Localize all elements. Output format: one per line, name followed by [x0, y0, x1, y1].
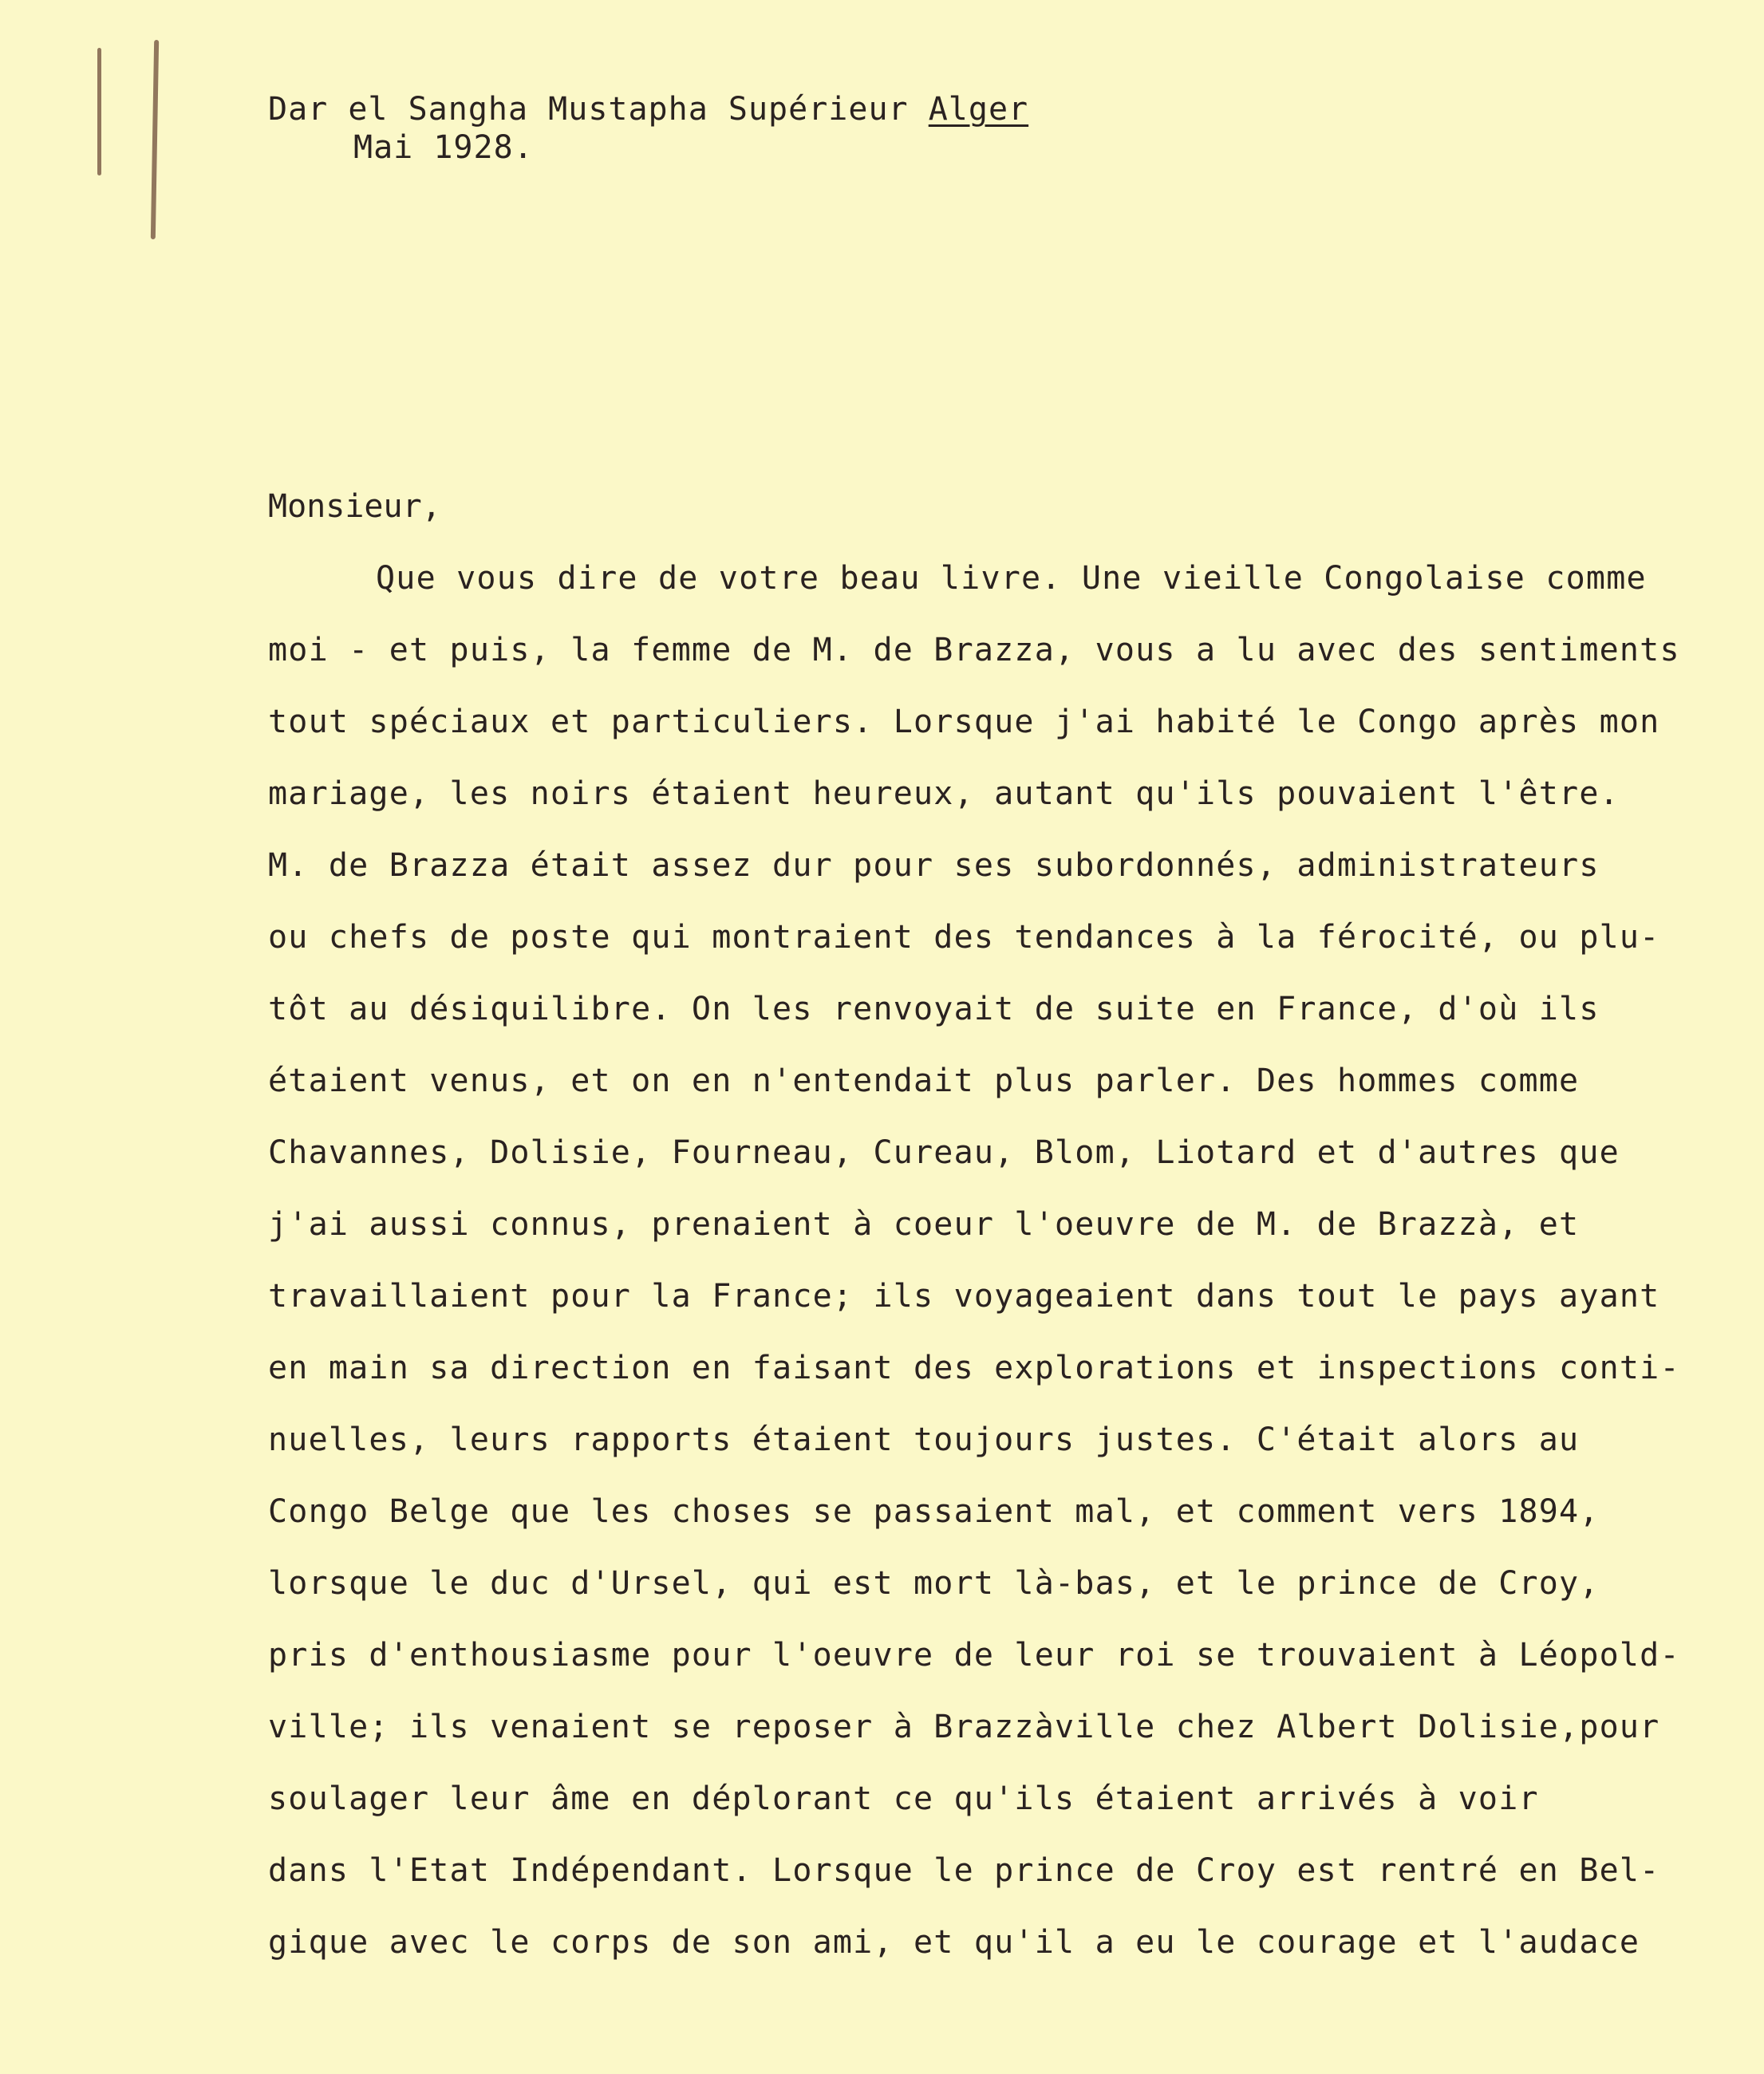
- body-line: j'ai aussi connus, prenaient à coeur l'oeuvre de M. de Brazzà, et: [268, 1206, 1580, 1243]
- salutation: Monsieur,: [268, 488, 441, 525]
- place-text: Dar el Sangha Mustapha Supérieur: [268, 91, 929, 128]
- body-line: moi - et puis, la femme de M. de Brazza, vous a lu avec des sentiments: [268, 632, 1680, 668]
- body-line: Que vous dire de votre beau livre. Une vieille Congolaise comme: [376, 560, 1647, 597]
- letter-body: [268, 558, 1744, 1994]
- body-line: étaient venus, et on en n'entendait plus parler. Des hommes comme: [268, 1063, 1580, 1099]
- body-line: Chavannes, Dolisie, Fourneau, Cureau, Blom, Liotard et d'autres que: [268, 1134, 1620, 1171]
- place-city: Alger: [928, 91, 1029, 128]
- body-line: en main sa direction en faisant des explorations et inspections conti-: [268, 1350, 1680, 1386]
- body-line: lorsque le duc d'Ursel, qui est mort là-bas, et le prince de Croy,: [268, 1565, 1600, 1602]
- body-line: gique avec le corps de son ami, et qu'il a eu le courage et l'audace: [268, 1924, 1640, 1961]
- body-line: travaillaient pour la France; ils voyageaient dans tout le pays ayant: [268, 1278, 1660, 1315]
- body-line: tôt au désiquilibre. On les renvoyait de suite en France, d'où ils: [268, 991, 1600, 1027]
- body-line: soulager leur âme en déplorant ce qu'ils étaient arrivés à voir: [268, 1780, 1539, 1817]
- body-line: dans l'Etat Indépendant. Lorsque le prince de Croy est rentré en Bel-: [268, 1852, 1660, 1889]
- letter-header: [268, 91, 1028, 168]
- place-line: [268, 91, 1028, 129]
- date-line: Mai 1928.: [353, 129, 534, 166]
- body-line: tout spéciaux et particuliers. Lorsque j'ai habité le Congo après mon: [268, 704, 1660, 740]
- body-line: nuelles, leurs rapports étaient toujours justes. C'était alors au: [268, 1421, 1580, 1458]
- body-line: pris d'enthousiasme pour l'oeuvre de leur roi se trouvaient à Léopold-: [268, 1637, 1680, 1674]
- margin-ink-mark: [97, 48, 101, 175]
- body-line: M. de Brazza était assez dur pour ses subordonnés, administrateurs: [268, 847, 1600, 884]
- body-line: Congo Belge que les choses se passaient mal, et comment vers 1894,: [268, 1493, 1600, 1530]
- body-line: ou chefs de poste qui montraient des tendances à la férocité, ou plu-: [268, 919, 1660, 956]
- margin-ink-mark: [151, 40, 159, 239]
- body-line: ville; ils venaient se reposer à Brazzàville chez Albert Dolisie,pour: [268, 1709, 1660, 1745]
- body-line: mariage, les noirs étaient heureux, autant qu'ils pouvaient l'être.: [268, 775, 1620, 812]
